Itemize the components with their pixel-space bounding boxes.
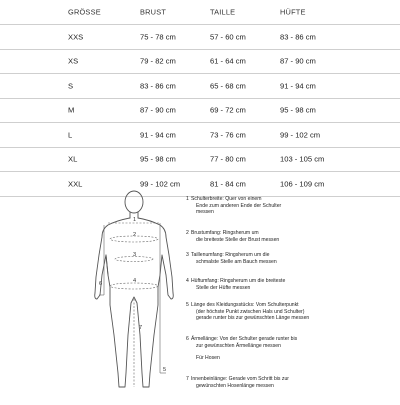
instruction-line: Hüftumfang: Ringsherum um die breiteste	[191, 278, 286, 284]
size-cell: XL	[68, 154, 78, 164]
instruction-line: Länge des Kleidungsstücks: Vom Schulterpunkt	[191, 302, 299, 308]
taille-cell: 65 - 68 cm	[210, 81, 246, 91]
marker-5: 5	[163, 367, 167, 373]
huefte-cell: 91 - 94 cm	[280, 81, 316, 91]
instruction-line: Ärmellänge: Von der Schulter gerade runter bis	[191, 336, 298, 342]
taille-cell: 61 - 64 cm	[210, 56, 246, 66]
instruction-line: zur gewünschten Ärmellänge messen	[196, 342, 281, 349]
instruction-item	[186, 230, 396, 243]
huefte-cell: 99 - 102 cm	[280, 130, 321, 140]
instruction-line: Innenbeinlänge: Gerade vom Schritt bis zur	[191, 376, 289, 382]
instruction-number: 7	[186, 376, 189, 382]
instruction-number: 2	[186, 230, 189, 236]
size-cell: L	[68, 130, 73, 140]
huefte-cell: 87 - 90 cm	[280, 56, 316, 66]
taille-cell: 73 - 76 cm	[210, 130, 246, 140]
instruction-line: gerade runter bis zur gewünschten Länge messen	[196, 315, 310, 322]
table-row	[0, 25, 400, 50]
instruction-item	[186, 278, 396, 291]
instruction-line: Schulterbreite: Quer von einem	[191, 196, 262, 202]
huefte-cell: 95 - 98 cm	[280, 105, 316, 115]
instruction-line: gewünschten Hosenlänge messen	[196, 382, 274, 389]
instruction-item	[186, 302, 396, 322]
instruction-line: die breiteste Stelle der Brust messen	[196, 236, 280, 243]
marker-7: 7	[139, 325, 143, 331]
body-silhouette-diagram	[0, 185, 180, 400]
table-row	[0, 148, 400, 173]
taille-cell: 77 - 80 cm	[210, 154, 246, 164]
instruction-item	[186, 376, 396, 389]
instruction-line: (der höchste Punkt zwischen Hals und Schulter)	[196, 308, 305, 315]
brust-cell: 87 - 90 cm	[140, 105, 176, 115]
brust-cell: 99 - 102 cm	[140, 179, 181, 189]
huefte-cell: 83 - 86 cm	[280, 32, 316, 42]
instruction-item	[186, 196, 396, 216]
brust-cell: 79 - 82 cm	[140, 56, 176, 66]
header-groesse: GRÖSSE	[68, 7, 101, 17]
size-table	[0, 0, 400, 197]
taille-cell: 81 - 84 cm	[210, 179, 246, 189]
brust-cell: 75 - 78 cm	[140, 32, 176, 42]
size-cell: S	[68, 81, 74, 91]
instruction-line: schmalste Stelle am Bauch messen	[196, 258, 277, 265]
huefte-cell: 103 - 105 cm	[280, 154, 325, 164]
table-row	[0, 123, 400, 148]
size-cell: XS	[68, 56, 79, 66]
instruction-number: 4	[186, 278, 189, 284]
head-outline	[125, 191, 143, 213]
instruction-number: 5	[186, 302, 189, 308]
marker-2: 2	[133, 232, 137, 238]
instruction-item	[186, 252, 396, 265]
table-row	[0, 99, 400, 124]
instruction-line: Taillenumfang: Ringsherum um die	[191, 252, 270, 258]
brust-cell: 83 - 86 cm	[140, 81, 176, 91]
size-cell: XXL	[68, 179, 83, 189]
instruction-number: 3	[186, 252, 189, 258]
instruction-item	[186, 336, 396, 362]
brust-cell: 91 - 94 cm	[140, 130, 176, 140]
instruction-number: 1	[186, 196, 189, 202]
huefte-cell: 106 - 109 cm	[280, 179, 325, 189]
header-taille: TAILLE	[210, 7, 236, 17]
taille-cell: 69 - 72 cm	[210, 105, 246, 115]
size-cell: XXS	[68, 32, 84, 42]
taille-cell: 57 - 60 cm	[210, 32, 246, 42]
brust-cell: 95 - 98 cm	[140, 154, 176, 164]
instruction-line: Brustumfang: Ringsherum um	[191, 230, 259, 236]
instruction-line: Für Hosen	[196, 355, 220, 362]
instruction-line: messen	[196, 209, 214, 216]
marker-6: 6	[99, 281, 103, 287]
table-row	[0, 74, 400, 99]
marker-3: 3	[133, 252, 137, 258]
instruction-line: Stelle der Hüfte messen	[196, 284, 251, 291]
marker-4: 4	[133, 278, 137, 284]
size-cell: M	[68, 105, 75, 115]
body-measurement-figure	[0, 185, 180, 400]
instruction-line: Ende zum anderen Ende der Schulter	[196, 202, 282, 209]
table-row	[0, 50, 400, 75]
instruction-number: 6	[186, 336, 189, 342]
table-header-row	[0, 0, 400, 25]
marker-1: 1	[133, 217, 137, 223]
left-arm-inner	[106, 255, 108, 275]
header-huefte: HÜFTE	[280, 7, 306, 17]
header-brust: BRUST	[140, 7, 167, 17]
